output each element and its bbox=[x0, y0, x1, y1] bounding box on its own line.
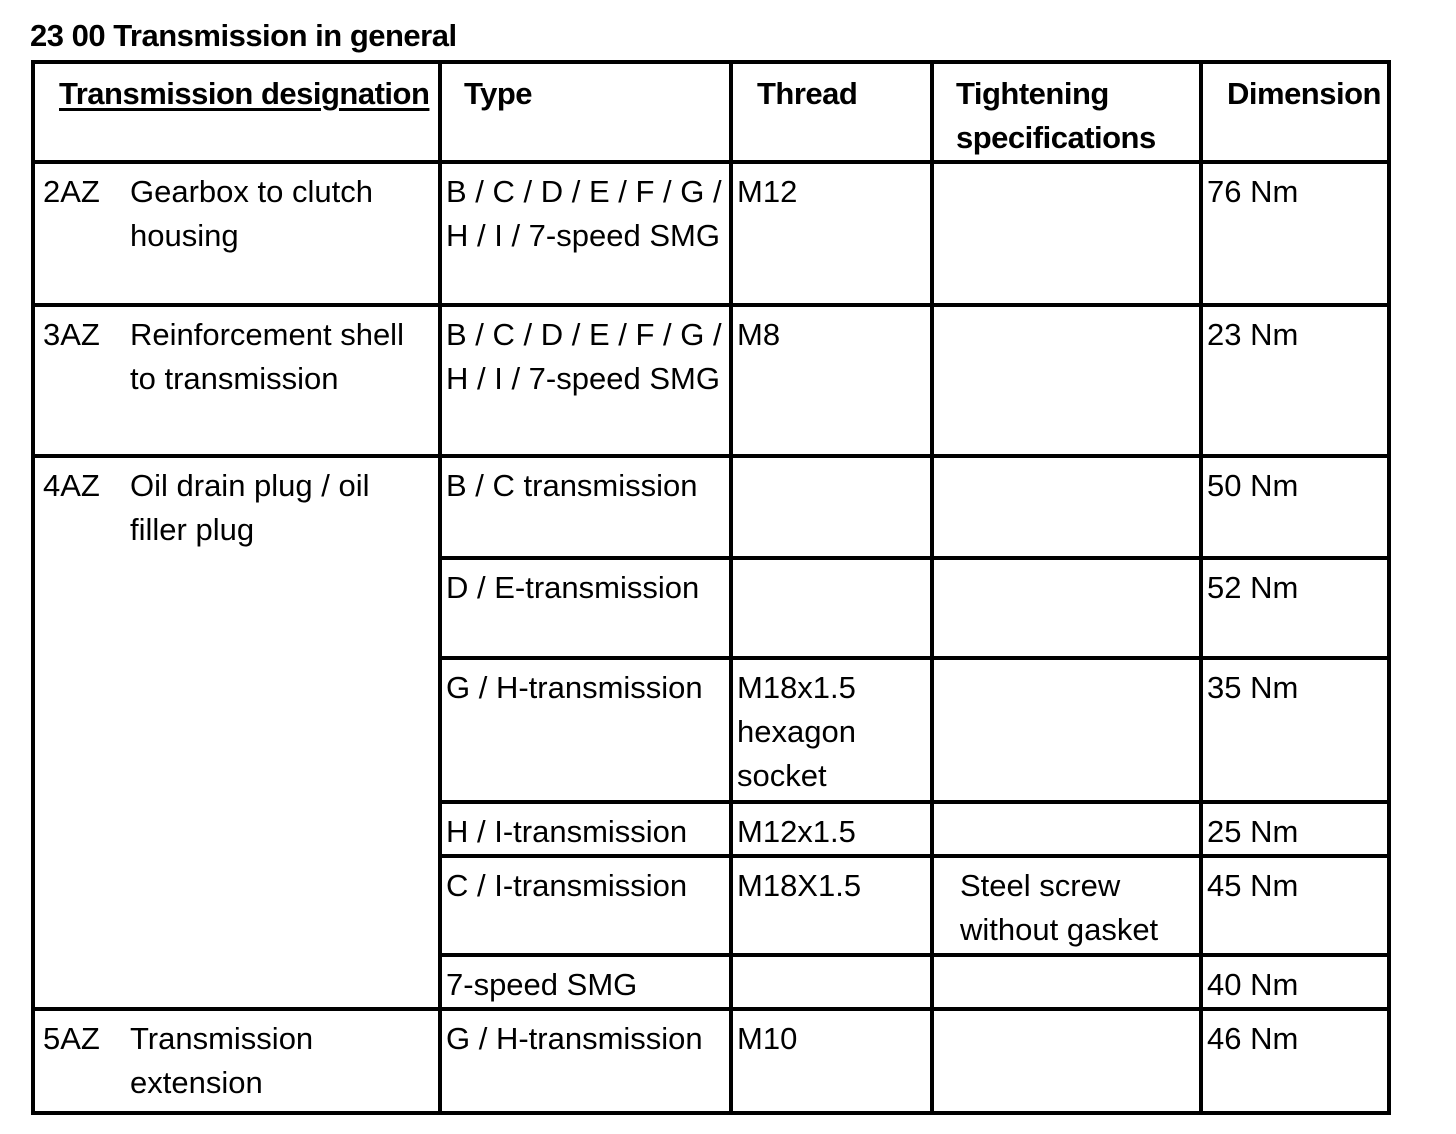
torque-spec-table bbox=[31, 60, 1391, 1115]
designation-cell bbox=[33, 1009, 440, 1113]
type-cell: G / H-transmission bbox=[440, 1009, 731, 1113]
type-cell: 7-speed SMG bbox=[440, 955, 731, 1009]
dimension-cell: 46 Nm bbox=[1201, 1009, 1389, 1113]
dimension-cell: 40 Nm bbox=[1201, 955, 1389, 1009]
type-cell: B / C / D / E / F / G / H / I / 7-speed SMG bbox=[440, 162, 731, 305]
designation-cell bbox=[33, 162, 440, 305]
tightening-cell bbox=[932, 1009, 1201, 1113]
designation-description: Oil drain plug / oil filler plug bbox=[130, 468, 370, 547]
dimension-cell: 25 Nm bbox=[1201, 802, 1389, 856]
table-row bbox=[33, 162, 1389, 305]
table-row bbox=[33, 456, 1389, 558]
tightening-cell bbox=[932, 456, 1201, 558]
header-tightening: Tightening specifications bbox=[932, 62, 1201, 162]
dimension-cell: 50 Nm bbox=[1201, 456, 1389, 558]
dimension-cell: 52 Nm bbox=[1201, 558, 1389, 658]
type-cell: G / H-transmission bbox=[440, 658, 731, 802]
header-type: Type bbox=[440, 62, 731, 162]
page-title: 23 00 Transmission in general bbox=[30, 18, 457, 53]
dimension-cell: 45 Nm bbox=[1201, 856, 1389, 955]
tightening-cell: Steel screw without gasket bbox=[932, 856, 1201, 955]
header-row bbox=[33, 62, 1389, 162]
thread-cell: M12x1.5 bbox=[731, 802, 932, 856]
thread-cell bbox=[731, 456, 932, 558]
designation-cell bbox=[33, 456, 440, 1009]
header-designation: Transmission designation bbox=[33, 62, 440, 162]
designation-code: 4AZ bbox=[43, 468, 100, 503]
thread-cell: M10 bbox=[731, 1009, 932, 1113]
tightening-cell bbox=[932, 558, 1201, 658]
designation-description: Gearbox to clutch housing bbox=[130, 174, 373, 253]
thread-cell bbox=[731, 955, 932, 1009]
type-cell: D / E-transmission bbox=[440, 558, 731, 658]
type-cell: H / I-transmission bbox=[440, 802, 731, 856]
designation-cell bbox=[33, 305, 440, 456]
tightening-cell bbox=[932, 658, 1201, 802]
type-cell: B / C transmission bbox=[440, 456, 731, 558]
designation-code: 2AZ bbox=[43, 174, 100, 209]
dimension-cell: 76 Nm bbox=[1201, 162, 1389, 305]
dimension-cell: 23 Nm bbox=[1201, 305, 1389, 456]
designation-code: 3AZ bbox=[43, 317, 100, 352]
type-cell: C / I-transmission bbox=[440, 856, 731, 955]
designation-description: Transmission extension bbox=[130, 1021, 314, 1100]
header-dimension: Dimension bbox=[1201, 62, 1389, 162]
thread-cell: M18x1.5 hexagon socket bbox=[731, 658, 932, 802]
dimension-cell: 35 Nm bbox=[1201, 658, 1389, 802]
thread-cell: M18X1.5 bbox=[731, 856, 932, 955]
designation-code: 5AZ bbox=[43, 1021, 100, 1056]
thread-cell: M8 bbox=[731, 305, 932, 456]
tightening-cell bbox=[932, 955, 1201, 1009]
table-row bbox=[33, 1009, 1389, 1113]
header-thread: Thread bbox=[731, 62, 932, 162]
type-cell: B / C / D / E / F / G / H / I / 7-speed SMG bbox=[440, 305, 731, 456]
thread-cell bbox=[731, 558, 932, 658]
thread-cell: M12 bbox=[731, 162, 932, 305]
tightening-cell bbox=[932, 305, 1201, 456]
tightening-cell bbox=[932, 162, 1201, 305]
tightening-cell bbox=[932, 802, 1201, 856]
designation-description: Reinforcement shell to transmission bbox=[130, 317, 404, 396]
table-row bbox=[33, 305, 1389, 456]
